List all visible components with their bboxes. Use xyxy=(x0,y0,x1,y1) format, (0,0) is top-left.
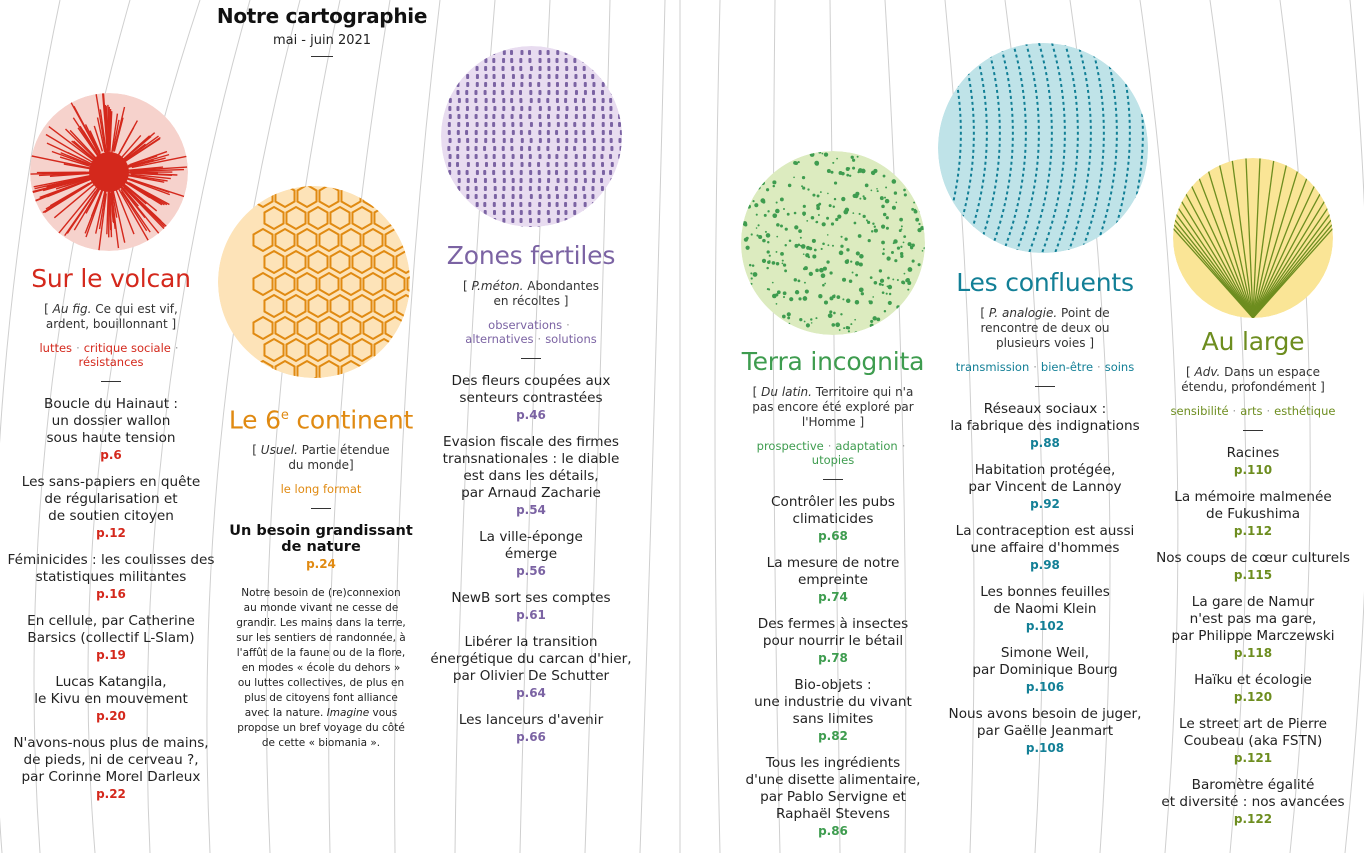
strands-illustration xyxy=(938,43,1148,253)
article-item[interactable]: Nos coups de cœur culturels p.115 xyxy=(1156,550,1350,582)
article-item[interactable]: NewB sort ses comptes p.61 xyxy=(451,590,611,622)
feature-page: p.24 xyxy=(306,557,336,572)
article-item[interactable]: Habitation protégée, par Vincent de Lannoy p.92 xyxy=(968,462,1122,511)
section-definition: [ Au fig. Ce qui est vif, ardent, bouillonnant ] xyxy=(44,302,178,331)
section-divider xyxy=(1035,386,1055,387)
section-les-confluents xyxy=(934,268,1156,767)
cell-pattern-illustration xyxy=(218,186,410,378)
section-zones-fertiles xyxy=(420,241,642,756)
section-title: Les confluents xyxy=(956,268,1134,297)
article-item[interactable]: N'avons-nous plus de mains, de pieds, ni de cerveau ?, par Corinne Morel Darleux p.22 xyxy=(13,735,209,801)
section-title: Au large xyxy=(1201,327,1305,356)
section-divider xyxy=(101,381,121,382)
article-list xyxy=(420,373,642,745)
article-item[interactable]: La mesure de notre empreinte p.74 xyxy=(766,555,900,604)
article-item[interactable]: En cellule, par Catherine Barsics (collectif L-Slam) p.19 xyxy=(27,613,195,662)
section-definition: [ P. analogie. Point de rencontre de deux ou plusieurs voies ] xyxy=(980,306,1110,350)
article-item[interactable]: Racines p.110 xyxy=(1226,445,1280,477)
section-le-6e-continent xyxy=(226,401,416,751)
article-item[interactable]: Féminicides : les coulisses des statistiques militantes p.16 xyxy=(7,552,215,601)
section-tags: le long format xyxy=(280,482,362,497)
section-tags: observations · alternatives · solutions xyxy=(465,318,597,346)
section-definition: [ Usuel. Partie étendue du monde] xyxy=(252,443,390,473)
dotted-sphere-illustration xyxy=(741,151,925,335)
article-item[interactable]: Baromètre égalité et diversité : nos avancées p.122 xyxy=(1161,777,1345,826)
section-sur-le-volcan xyxy=(0,264,222,813)
section-tags: sensibilité · arts · esthétique xyxy=(1170,404,1336,418)
section-tags: luttes · critique sociale · résistances xyxy=(39,341,179,369)
article-item[interactable]: Tous les ingrédients d'une disette alimentaire, par Pablo Servigne et Raphaël Stevens p.86 xyxy=(745,755,921,838)
article-item[interactable]: Des fermes à insectes pour nourrir le bétail p.78 xyxy=(757,616,909,665)
section-divider xyxy=(823,479,843,480)
article-list xyxy=(0,396,222,802)
masthead-divider xyxy=(311,56,333,57)
feature-summary: Notre besoin de (re)connexion au monde vivant ne cesse de grandir. Les mains dans la terre, sur les sentiers de randonnée, à l'affût de la faune ou de la flore, en modes « école du dehors » ou luttes collectives, de plus en plus de citoyens font alliance avec la nature. Imagine vous propose un bref voyage du côté de cette « biomania ». xyxy=(236,587,406,750)
article-list xyxy=(722,494,944,839)
fan-lines-illustration xyxy=(1173,158,1333,318)
article-item[interactable]: Les sans-papiers en quête de régularisation et de soutien citoyen p.12 xyxy=(21,474,201,540)
article-item[interactable]: Les lanceurs d'avenir p.66 xyxy=(458,712,604,744)
section-au-large xyxy=(1148,327,1358,838)
volcano-burst-illustration xyxy=(30,93,188,251)
article-item[interactable]: Les bonnes feuilles de Naomi Klein p.102 xyxy=(980,584,1110,633)
section-tags: transmission · bien-être · soins xyxy=(955,360,1135,374)
article-item[interactable]: La gare de Namur n'est pas ma gare, par Philippe Marczewski p.118 xyxy=(1171,594,1335,660)
article-item[interactable]: La contraception est aussi une affaire d'hommes p.98 xyxy=(955,523,1135,572)
feature-article[interactable] xyxy=(226,523,416,751)
article-item[interactable]: Boucle du Hainaut : un dossier wallon sous haute tension p.6 xyxy=(44,396,178,462)
article-item[interactable]: La mémoire malmenée de Fukushima p.112 xyxy=(1174,489,1332,538)
article-item[interactable]: Libérer la transition énergétique du carcan d'hier, par Olivier De Schutter p.64 xyxy=(430,634,632,700)
section-title: Sur le volcan xyxy=(31,264,191,293)
article-item[interactable]: Réseaux sociaux : la fabrique des indignations p.88 xyxy=(950,401,1140,450)
article-item[interactable]: Lucas Katangila, le Kivu en mouvement p.20 xyxy=(34,674,188,723)
article-item[interactable]: Simone Weil, par Dominique Bourg p.106 xyxy=(972,645,1118,694)
article-list xyxy=(934,401,1156,756)
article-item[interactable]: La ville-éponge émerge p.56 xyxy=(479,529,583,578)
page-title: Notre cartographie xyxy=(216,4,428,28)
article-item[interactable]: Le street art de Pierre Coubeau (aka FSTN) p.121 xyxy=(1178,716,1328,765)
section-tags: prospective · adaptation · utopies xyxy=(756,439,906,467)
article-item[interactable]: Nous avons besoin de juger, par Gaëlle Jeanmart p.108 xyxy=(948,706,1142,755)
article-item[interactable]: Des fleurs coupées aux senteurs contrastées p.46 xyxy=(451,373,611,422)
section-title: Le 6e continent xyxy=(228,405,414,435)
grain-pattern-illustration xyxy=(441,46,622,227)
section-definition: [ Adv. Dans un espace étendu, profondément ] xyxy=(1181,365,1325,394)
article-item[interactable]: Contrôler les pubs climaticides p.68 xyxy=(771,494,895,543)
feature-title: Un besoin grandissant de nature xyxy=(229,523,413,556)
article-item[interactable]: Bio-objets : une industrie du vivant sans limites p.82 xyxy=(754,677,912,743)
section-divider xyxy=(1243,430,1263,431)
article-item[interactable]: Evasion fiscale des firmes transnationales : le diable est dans les détails, par Arnaud Zacharie p.54 xyxy=(442,434,620,517)
section-terra-incognita xyxy=(722,347,944,850)
article-item[interactable]: Haïku et écologie p.120 xyxy=(1194,672,1312,704)
section-definition: [ P.méton. Abondantes en récoltes ] xyxy=(463,279,599,308)
issue-date: mai - juin 2021 xyxy=(272,33,372,48)
section-divider xyxy=(311,508,331,509)
section-title: Terra incognita xyxy=(741,347,925,376)
section-definition: [ Du latin. Territoire qui n'a pas encore été exploré par l'Homme ] xyxy=(752,385,914,429)
article-list xyxy=(1148,445,1358,827)
section-divider xyxy=(521,358,541,359)
section-title: Zones fertiles xyxy=(446,241,616,270)
